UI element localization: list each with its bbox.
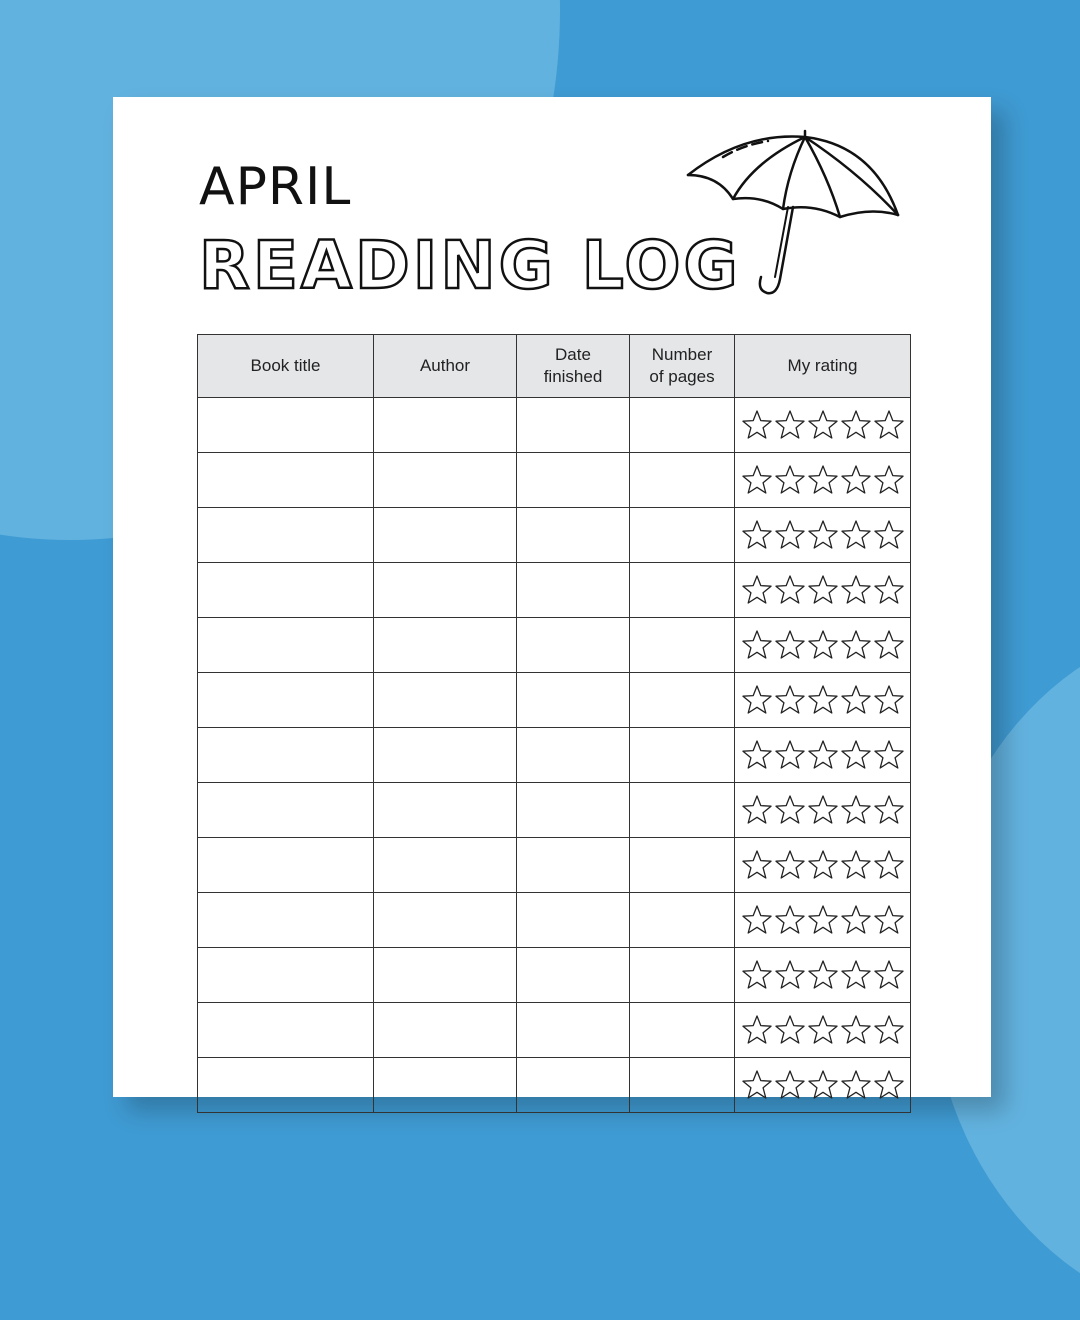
star-rating[interactable] [735, 1069, 910, 1101]
author-cell[interactable] [374, 783, 517, 838]
star-rating[interactable] [735, 464, 910, 496]
book-title-cell[interactable] [198, 1058, 374, 1113]
pages-cell[interactable] [630, 1003, 735, 1058]
star-outline-icon[interactable] [774, 409, 806, 441]
date-finished-cell[interactable] [517, 398, 630, 453]
star-rating[interactable] [735, 629, 910, 661]
author-cell[interactable] [374, 563, 517, 618]
book-title-cell[interactable] [198, 453, 374, 508]
date-finished-cell[interactable] [517, 1058, 630, 1113]
star-rating[interactable] [735, 904, 910, 936]
star-outline-icon[interactable] [774, 794, 806, 826]
star-outline-icon[interactable] [807, 574, 839, 606]
book-title-cell[interactable] [198, 1003, 374, 1058]
star-outline-icon[interactable] [873, 464, 905, 496]
star-outline-icon[interactable] [807, 409, 839, 441]
star-outline-icon[interactable] [807, 1069, 839, 1101]
pages-cell[interactable] [630, 783, 735, 838]
star-outline-icon[interactable] [873, 519, 905, 551]
book-title-cell[interactable] [198, 673, 374, 728]
author-cell[interactable] [374, 398, 517, 453]
star-outline-icon[interactable] [741, 794, 773, 826]
star-rating[interactable] [735, 959, 910, 991]
date-finished-cell[interactable] [517, 893, 630, 948]
pages-cell[interactable] [630, 673, 735, 728]
star-outline-icon[interactable] [873, 1014, 905, 1046]
book-title-cell[interactable] [198, 563, 374, 618]
date-finished-cell[interactable] [517, 508, 630, 563]
pages-cell[interactable] [630, 508, 735, 563]
reading-log-table [197, 334, 911, 1113]
star-outline-icon[interactable] [840, 464, 872, 496]
author-cell[interactable] [374, 673, 517, 728]
star-outline-icon[interactable] [774, 574, 806, 606]
date-finished-cell[interactable] [517, 618, 630, 673]
star-outline-icon[interactable] [774, 519, 806, 551]
book-title-cell[interactable] [198, 893, 374, 948]
book-title-cell[interactable] [198, 618, 374, 673]
star-outline-icon[interactable] [873, 684, 905, 716]
pages-cell[interactable] [630, 453, 735, 508]
rating-cell [735, 453, 911, 508]
star-outline-icon[interactable] [741, 684, 773, 716]
star-outline-icon[interactable] [873, 739, 905, 771]
star-outline-icon[interactable] [741, 574, 773, 606]
umbrella-icon [683, 127, 913, 317]
author-cell[interactable] [374, 1003, 517, 1058]
star-rating[interactable] [735, 1014, 910, 1046]
book-title-cell[interactable] [198, 783, 374, 838]
star-outline-icon[interactable] [774, 464, 806, 496]
table-row [198, 1003, 911, 1058]
table-row [198, 1058, 911, 1113]
header-my-rating: My rating [735, 335, 911, 398]
pages-cell[interactable] [630, 838, 735, 893]
table-row [198, 948, 911, 1003]
star-outline-icon[interactable] [741, 1069, 773, 1101]
star-outline-icon[interactable] [873, 794, 905, 826]
star-rating[interactable] [735, 849, 910, 881]
star-outline-icon[interactable] [807, 519, 839, 551]
rating-cell [735, 783, 911, 838]
star-rating[interactable] [735, 519, 910, 551]
star-outline-icon[interactable] [774, 684, 806, 716]
star-outline-icon[interactable] [807, 739, 839, 771]
rating-cell [735, 1003, 911, 1058]
pages-cell[interactable] [630, 728, 735, 783]
author-cell[interactable] [374, 618, 517, 673]
date-finished-cell[interactable] [517, 1003, 630, 1058]
pages-cell[interactable] [630, 1058, 735, 1113]
star-outline-icon[interactable] [840, 629, 872, 661]
star-outline-icon[interactable] [741, 739, 773, 771]
header-date-finished: Date finished [517, 335, 630, 398]
pages-cell[interactable] [630, 398, 735, 453]
star-outline-icon[interactable] [873, 574, 905, 606]
table-row [198, 563, 911, 618]
header-author: Author [374, 335, 517, 398]
star-outline-icon[interactable] [807, 1014, 839, 1046]
date-finished-cell[interactable] [517, 453, 630, 508]
star-outline-icon[interactable] [741, 519, 773, 551]
table-row [198, 618, 911, 673]
rating-cell [735, 398, 911, 453]
rating-cell [735, 673, 911, 728]
star-outline-icon[interactable] [840, 1069, 872, 1101]
star-rating[interactable] [735, 409, 910, 441]
book-title-cell[interactable] [198, 728, 374, 783]
star-outline-icon[interactable] [840, 684, 872, 716]
header-number-of-pages: Number of pages [630, 335, 735, 398]
star-outline-icon[interactable] [873, 409, 905, 441]
table-row [198, 893, 911, 948]
star-outline-icon[interactable] [807, 684, 839, 716]
rating-cell [735, 508, 911, 563]
star-outline-icon[interactable] [807, 629, 839, 661]
star-outline-icon[interactable] [807, 464, 839, 496]
pages-cell[interactable] [630, 618, 735, 673]
author-cell[interactable] [374, 838, 517, 893]
author-cell[interactable] [374, 728, 517, 783]
table-header-row [198, 335, 911, 398]
star-outline-icon[interactable] [774, 849, 806, 881]
star-outline-icon[interactable] [741, 904, 773, 936]
star-rating[interactable] [735, 794, 910, 826]
star-outline-icon[interactable] [840, 794, 872, 826]
table-row [198, 508, 911, 563]
star-outline-icon[interactable] [741, 409, 773, 441]
star-outline-icon[interactable] [741, 959, 773, 991]
star-outline-icon[interactable] [873, 959, 905, 991]
rating-cell [735, 948, 911, 1003]
star-rating[interactable] [735, 574, 910, 606]
star-outline-icon[interactable] [741, 629, 773, 661]
book-title-cell[interactable] [198, 838, 374, 893]
star-outline-icon[interactable] [873, 849, 905, 881]
author-cell[interactable] [374, 948, 517, 1003]
date-finished-cell[interactable] [517, 948, 630, 1003]
star-outline-icon[interactable] [873, 904, 905, 936]
header-book-title: Book title [198, 335, 374, 398]
star-outline-icon[interactable] [840, 959, 872, 991]
author-cell[interactable] [374, 453, 517, 508]
book-title-cell[interactable] [198, 508, 374, 563]
star-outline-icon[interactable] [840, 849, 872, 881]
table-row [198, 838, 911, 893]
date-finished-cell[interactable] [517, 673, 630, 728]
star-outline-icon[interactable] [774, 629, 806, 661]
rating-cell [735, 893, 911, 948]
table-row [198, 398, 911, 453]
rating-cell [735, 563, 911, 618]
pages-cell[interactable] [630, 948, 735, 1003]
star-outline-icon[interactable] [873, 1069, 905, 1101]
star-outline-icon[interactable] [774, 1069, 806, 1101]
star-outline-icon[interactable] [840, 574, 872, 606]
star-outline-icon[interactable] [840, 409, 872, 441]
table-row [198, 728, 911, 783]
rating-cell [735, 728, 911, 783]
rating-cell [735, 1058, 911, 1113]
star-outline-icon[interactable] [840, 739, 872, 771]
month-title: APRIL [199, 157, 352, 217]
star-outline-icon[interactable] [807, 849, 839, 881]
rating-cell [735, 618, 911, 673]
reading-log-page [113, 97, 991, 1097]
star-rating[interactable] [735, 684, 910, 716]
table-row [198, 783, 911, 838]
table-row [198, 453, 911, 508]
page-title: READING LOG [199, 227, 741, 304]
author-cell[interactable] [374, 508, 517, 563]
date-finished-cell[interactable] [517, 783, 630, 838]
pages-cell[interactable] [630, 563, 735, 618]
star-outline-icon[interactable] [774, 1014, 806, 1046]
star-rating[interactable] [735, 739, 910, 771]
star-outline-icon[interactable] [774, 959, 806, 991]
star-outline-icon[interactable] [741, 1014, 773, 1046]
star-outline-icon[interactable] [840, 519, 872, 551]
star-outline-icon[interactable] [774, 904, 806, 936]
star-outline-icon[interactable] [774, 739, 806, 771]
star-outline-icon[interactable] [807, 904, 839, 936]
book-title-cell[interactable] [198, 398, 374, 453]
book-title-cell[interactable] [198, 948, 374, 1003]
star-outline-icon[interactable] [741, 849, 773, 881]
star-outline-icon[interactable] [840, 1014, 872, 1046]
star-outline-icon[interactable] [807, 794, 839, 826]
star-outline-icon[interactable] [840, 904, 872, 936]
author-cell[interactable] [374, 1058, 517, 1113]
table-row [198, 673, 911, 728]
date-finished-cell[interactable] [517, 563, 630, 618]
date-finished-cell[interactable] [517, 728, 630, 783]
star-outline-icon[interactable] [873, 629, 905, 661]
date-finished-cell[interactable] [517, 838, 630, 893]
star-outline-icon[interactable] [741, 464, 773, 496]
rating-cell [735, 838, 911, 893]
author-cell[interactable] [374, 893, 517, 948]
star-outline-icon[interactable] [807, 959, 839, 991]
pages-cell[interactable] [630, 893, 735, 948]
